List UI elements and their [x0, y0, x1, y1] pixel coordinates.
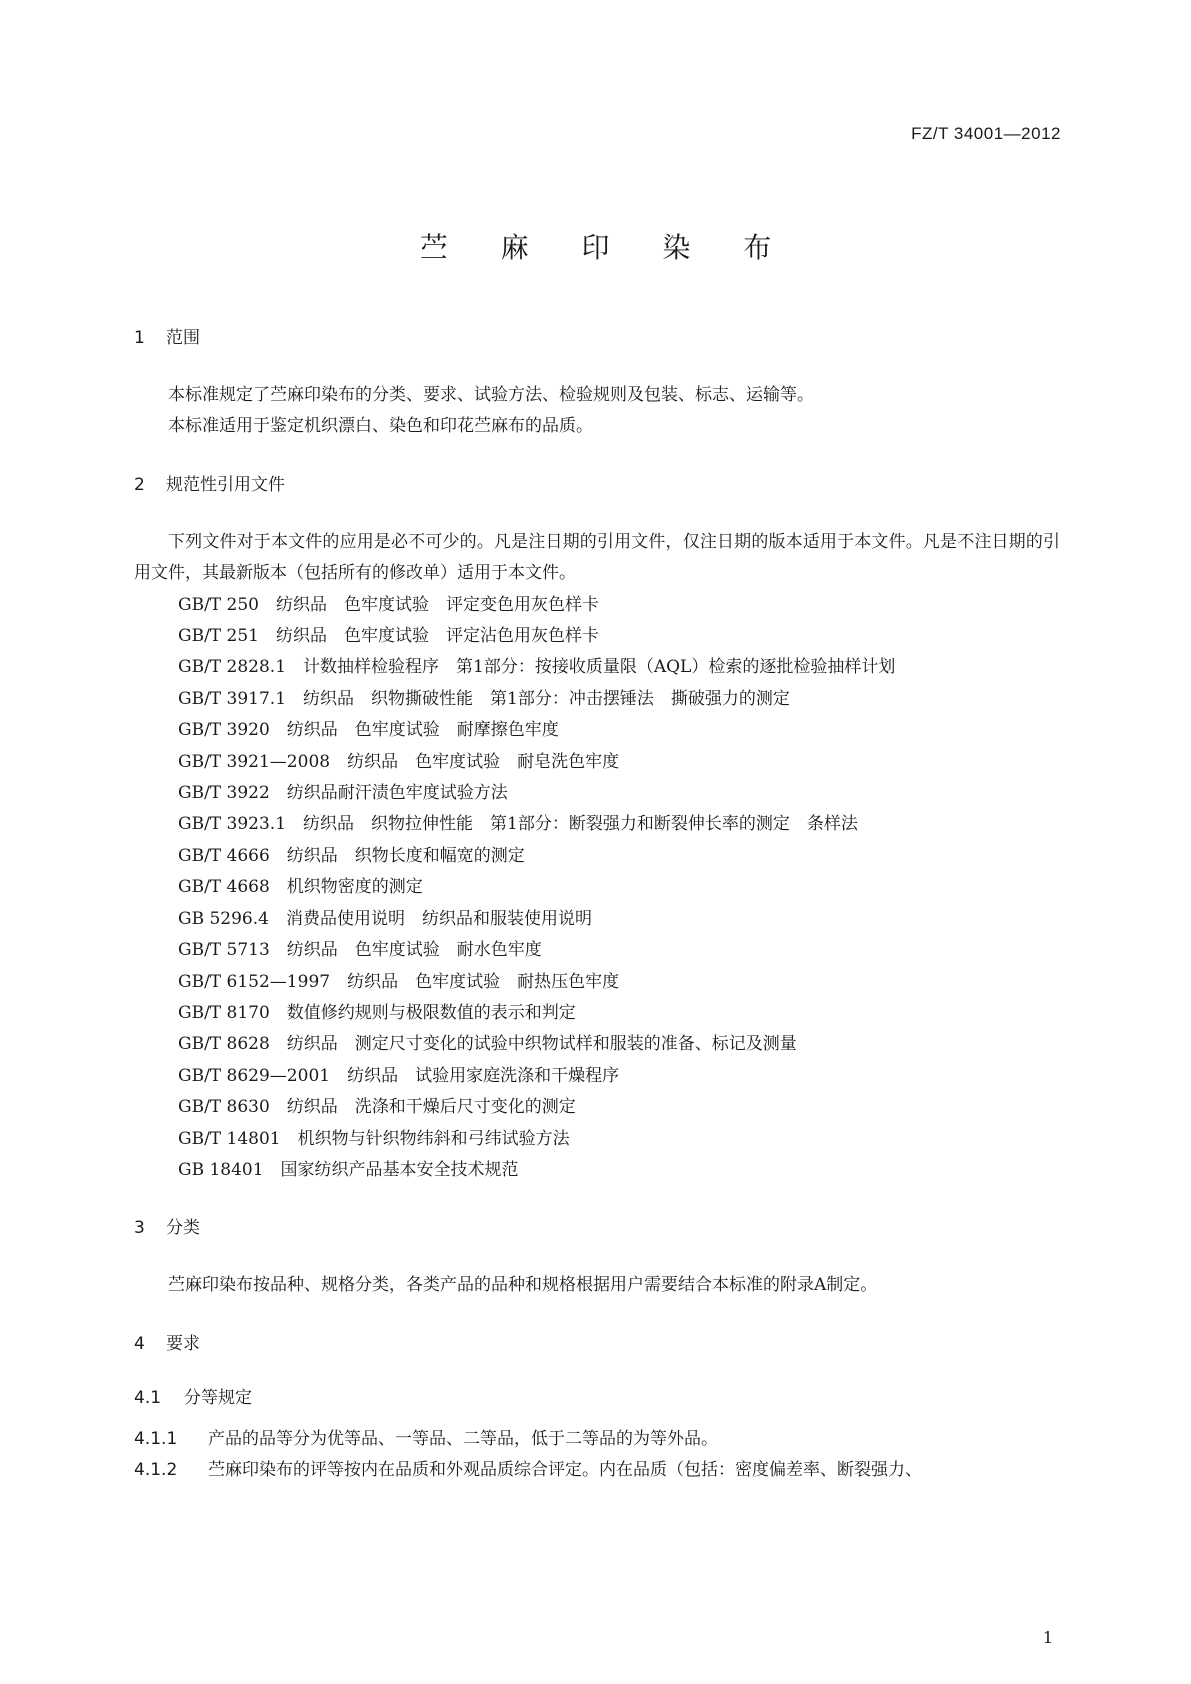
- reference-item: GB/T 3920 纺织品 色牢度试验 耐摩擦色牢度: [178, 720, 559, 741]
- section-number: 3: [134, 1218, 145, 1239]
- document-body: [134, 326, 1060, 1487]
- reference-item: GB/T 250 纺织品 色牢度试验 评定变色用灰色样卡: [178, 594, 599, 615]
- section-title: 分类: [166, 1218, 200, 1239]
- subsection-title: 分等规定: [184, 1387, 252, 1408]
- section-title: 要求: [166, 1333, 200, 1354]
- section-heading-classification: [134, 1216, 1060, 1240]
- section-title: 范围: [166, 328, 200, 348]
- references-intro: 下列文件对于本文件的应用是必不可少的。凡是注日期的引用文件，仅注日期的版本适用于本文件。凡是不注日期的引用文件，其最新版本（包括所有的修改单）适用于本文件。: [134, 531, 1060, 584]
- reference-item: GB/T 8628 纺织品 测定尺寸变化的试验中织物试样和服装的准备、标记及测量: [178, 1034, 797, 1055]
- reference-item: GB 5296.4 消费品使用说明 纺织品和服装使用说明: [178, 908, 592, 929]
- section-number: 2: [134, 474, 145, 495]
- section-number: 4: [134, 1333, 145, 1354]
- standard-code: FZ/T 34001—2012: [911, 124, 1061, 143]
- section-heading-normative-references: [134, 473, 1060, 497]
- clause-text: 产品的品等分为优等品、一等品、二等品，低于二等品的为等外品。: [208, 1428, 718, 1449]
- subsection-number: 4.1: [134, 1387, 162, 1408]
- reference-item: GB/T 5713 纺织品 色牢度试验 耐水色牢度: [178, 940, 542, 961]
- reference-item: GB/T 3921—2008 纺织品 色牢度试验 耐皂洗色牢度: [178, 751, 620, 772]
- reference-item: GB/T 14801 机织物与针织物纬斜和弓纬试验方法: [178, 1128, 570, 1149]
- section-heading-requirements: [134, 1332, 1060, 1356]
- section-title: 规范性引用文件: [166, 474, 285, 495]
- reference-item: GB/T 6152—1997 纺织品 色牢度试验 耐热压色牢度: [178, 971, 620, 992]
- clause-number: 4.1.2: [134, 1460, 178, 1481]
- reference-item: GB/T 3923.1 纺织品 织物拉伸性能 第1部分：断裂强力和断裂伸长率的测定 条样法: [178, 814, 858, 835]
- page-number: 1: [1042, 1628, 1053, 1647]
- clause-text: 苎麻印染布的评等按内在品质和外观品质综合评定。内在品质（包括：密度偏差率、断裂强力、: [208, 1460, 922, 1481]
- reference-item: GB/T 4668 机织物密度的测定: [178, 877, 423, 898]
- section-heading-scope: [134, 326, 1060, 350]
- scope-paragraph: 本标准规定了苎麻印染布的分类、要求、试验方法、检验规则及包装、标志、运输等。: [168, 385, 814, 405]
- reference-item: GB 18401 国家纺织产品基本安全技术规范: [178, 1159, 519, 1180]
- reference-item: GB/T 4666 纺织品 织物长度和幅宽的测定: [178, 845, 525, 866]
- clause-item: [134, 1424, 1060, 1455]
- reference-item: GB/T 3922 纺织品耐汗渍色牢度试验方法: [178, 783, 508, 804]
- reference-item: GB/T 8630 纺织品 洗涤和干燥后尺寸变化的测定: [178, 1097, 576, 1118]
- clause-item: [134, 1455, 1060, 1486]
- reference-item: GB/T 3917.1 纺织品 织物撕破性能 第1部分：冲击摆锤法 撕破强力的测定: [178, 688, 790, 709]
- reference-item: GB/T 8170 数值修约规则与极限数值的表示和判定: [178, 1002, 576, 1023]
- reference-item: GB/T 8629—2001 纺织品 试验用家庭洗涤和干燥程序: [178, 1065, 620, 1086]
- classification-paragraph: 苎麻印染布按品种、规格分类，各类产品的品种和规格根据用户需要结合本标准的附录A制定。: [168, 1275, 878, 1296]
- subsection-heading-grading: [134, 1386, 1060, 1410]
- reference-item: GB/T 2828.1 计数抽样检验程序 第1部分：按接收质量限（AQL）检索的逐批检验抽样计划: [178, 657, 896, 678]
- scope-paragraph: 本标准适用于鉴定机织漂白、染色和印花苎麻布的品质。: [168, 416, 593, 437]
- clause-number: 4.1.1: [134, 1428, 178, 1449]
- section-number: 1: [134, 328, 145, 348]
- reference-item: GB/T 251 纺织品 色牢度试验 评定沾色用灰色样卡: [178, 626, 599, 647]
- document-title: 苎 麻 印 染 布: [419, 231, 794, 264]
